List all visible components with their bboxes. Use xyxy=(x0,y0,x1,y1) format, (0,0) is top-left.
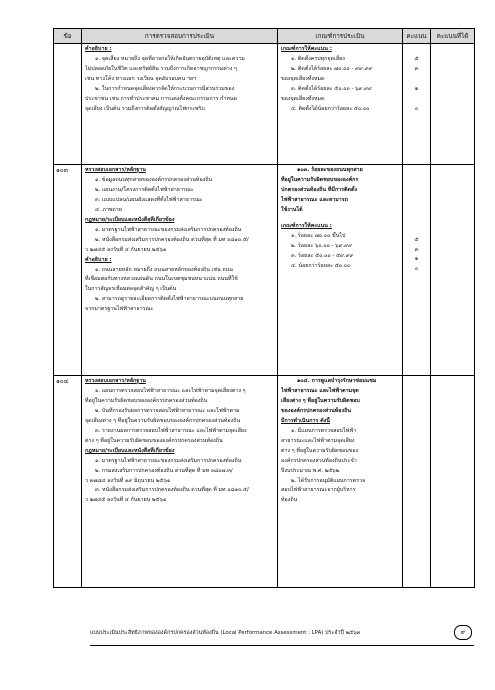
score-value: ๓ xyxy=(414,65,419,72)
item-number-cell: ๑๐๔ xyxy=(54,376,82,588)
criteria-line: ปีงบประมาณ พ.ศ. ๒๕๖๒ xyxy=(281,467,340,474)
review-cell xyxy=(82,376,278,588)
review-line: ๒. หนังสือกรมส่งเสริมการปกครองท้องถิ่น ด่วนที่สุด ที่ มท ๐๘๑๐.๕/ xyxy=(95,236,249,243)
criteria-line: เกณฑ์การให้คะแนน : xyxy=(281,222,332,229)
review-line: ๑. แผนการตรวจสอบไฟฟ้าสาธารณะ และไฟฟ้าตามจุดเสี่ยงต่าง ๆ xyxy=(95,387,246,394)
score-value xyxy=(403,206,430,216)
header-score-obtained: คะแนนที่ได้ xyxy=(431,29,475,44)
review-line: ๒. สามารถดูรายละเอียดการติดตั้งไฟฟ้าสาธารณะบนถนนทุกสาย xyxy=(95,296,244,303)
footer-rule xyxy=(90,645,474,646)
score-value: ๑ xyxy=(414,85,419,92)
review-cell xyxy=(82,44,278,165)
evaluation-table xyxy=(53,28,475,588)
review-line: ๑. จุดเสี่ยง หมายถึง จุดที่อาจก่อให้เกิดอันตรายอุบัติเหตุ และความ xyxy=(95,55,245,62)
review-line: คำอธิบาย : xyxy=(85,46,112,52)
score-obtained-cell xyxy=(431,376,475,588)
review-line: ๒. กรมส่งเสริมการปกครองท้องถิ่น ด่วนที่สุด ที่ มท ๐๘๐๗.๓/ xyxy=(95,467,233,474)
score-obtained-cell xyxy=(431,165,475,376)
review-line: จุดเสี่ยง เป็นต้น รวมถึงการติดตั้งสัญญาณไฟกระพริบ xyxy=(85,105,205,112)
table-row xyxy=(54,165,475,376)
score-obtained-cell xyxy=(431,44,475,165)
review-line: ๒. แผนงาน/โครงการติดตั้งไฟฟ้าสาธารณะ xyxy=(95,186,194,193)
criteria-line: ๑๐๓. ร้อยละของถนนทุกสาย xyxy=(297,167,363,173)
review-line: ๑. มาตรฐานไฟฟ้าสาธารณะของกรมส่งเสริมการปกครองท้องถิ่น xyxy=(95,457,242,464)
criteria-line: ปกครองส่วนท้องถิ่น ที่มีการติดตั้ง xyxy=(281,186,358,193)
review-line: จุดเสี่ยงต่าง ๆ ที่อยู่ในความรับผิดชอบขององค์กรปกครองส่วนท้องถิ่น xyxy=(85,417,241,424)
criteria-line: เสี่ยงต่าง ๆ ที่อยู่ในความรับผิดชอบ xyxy=(281,397,360,404)
review-line: ประชาชน เช่น การทำประชาคม การแต่งตั้งคณะกรรมการ กำหนด xyxy=(85,95,238,102)
criteria-line: ๑. มีแผนการตรวจสอบไฟฟ้า xyxy=(291,427,357,434)
review-line: ไม่ปลอดภัยในชีวิต และทรัพย์สิน รวมถึงการเกิดอาชญากรรมต่าง ๆ xyxy=(85,65,237,72)
table-row xyxy=(54,376,475,588)
review-line: หรวงสอบเอกสาร/หลักฐาน xyxy=(85,378,146,384)
criteria-cell xyxy=(278,165,403,376)
criteria-line: ที่อยู่ในความรับผิดชอบขององค์กร xyxy=(281,176,359,183)
review-line: ที่เชื่อมต่อกับทางหลวงแผ่นดิน ถนนในเขตชุมชนหนาแน่น ถนนที่ใช้ xyxy=(85,276,238,283)
review-line: จากมาตรฐานไฟฟ้าสาธารณะ xyxy=(85,306,154,313)
review-line: ๑. มาตรฐานไฟฟ้าสาธารณะของกรมส่งเสริมการปกครองท้องถิ่น xyxy=(95,226,242,233)
review-line: ต่าง ๆ ที่อยู่ในความรับผิดชอบขององค์กรปกครองส่วนท้องถิ่น xyxy=(85,437,223,444)
review-line: เช่น ทางโค้ง ทางแยก วงเวียน จุดอับรอบคน ฯลฯ xyxy=(85,75,197,82)
criteria-line: ๔. ติดตั้งได้น้อยกว่าร้อยละ ๕๐.๐๐ xyxy=(291,105,370,112)
criteria-line: ๑. ร้อยละ ๗๐.๐๐ ขึ้นไป xyxy=(291,232,346,239)
criteria-line: ๓. ติดตั้งได้ร้อยละ ๕๐.๐๐ - ๖๙.๙๙ xyxy=(291,85,372,92)
header-item-no: ข้อ xyxy=(54,29,82,44)
criteria-line: ต่าง ๆ ที่อยู่ในความรับผิดชอบของ xyxy=(281,447,359,454)
review-line: ๓. หนังสือกรมส่งเสริมการปกครองท้องถิ่น ด่วนที่สุด ที่ มท ๐๘๑๐.๕/ xyxy=(95,487,249,494)
review-cell xyxy=(82,165,278,376)
score-value: ๕ xyxy=(414,55,419,62)
score-value: ๕ xyxy=(414,236,419,243)
table-row xyxy=(54,44,475,165)
header-criteria: เกณฑ์การประเมิน xyxy=(278,29,403,44)
criteria-line: สอบไฟฟ้าสาธารณะจากผู้บริหาร xyxy=(281,487,356,494)
criteria-line: ไฟฟ้าสาธารณะ และไฟฟ้าตามจุด xyxy=(281,387,359,394)
criteria-line: ท้องถิ่น xyxy=(281,497,298,504)
score-cell xyxy=(403,376,431,588)
score-value xyxy=(403,45,430,55)
review-line: ๑. ข้อมูลถนนทุกสายขององค์กรปกครองส่วนท้องถิ่น xyxy=(95,176,213,183)
criteria-line: เกณฑ์การให้คะแนน : xyxy=(281,46,332,52)
criteria-line: ๑๐๔. การดูแลบำรุงรักษาซ่อมแซม xyxy=(297,378,377,384)
review-line: ที่อยู่ในความรับผิดชอบขององค์กรปกครองส่วนท้องถิ่น xyxy=(85,397,208,404)
review-line: คำอธิบาย : xyxy=(85,256,112,263)
review-line: ในการสัญจรเชื่อมต่อจุดสำคัญ ๆ เป็นต้น xyxy=(85,286,177,293)
header-review: การตรวจสอบการประเมิน xyxy=(82,29,278,44)
page-footer xyxy=(90,626,474,640)
criteria-line: ๒. ได้รับการอนุมัติแผนการตรวจ xyxy=(291,477,366,484)
score-value xyxy=(403,186,430,196)
criteria-line: ของจุดเสี่ยงทั้งหมด xyxy=(281,75,325,82)
review-line: ว ๓๗๘๔ ลงวันที่ ๑๙ มิถุนายน ๒๕๖๑ xyxy=(85,477,171,484)
criteria-cell xyxy=(278,376,403,588)
criteria-line: ๑. ติดตั้งครบทุกจุดเสี่ยง xyxy=(291,55,345,62)
review-line: หรวงสอบเอกสาร/หลักฐาน xyxy=(85,167,146,173)
score-value: ๓ xyxy=(414,246,419,253)
criteria-line: ใช้งานได้ xyxy=(281,206,303,213)
criteria-line: ๒. ติดตั้งได้ร้อยละ ๗๐.๐๐ - ๙๙.๙๙ xyxy=(291,65,373,72)
header-score: คะแนน xyxy=(403,29,431,44)
review-line: ว ๒๗๔๕ ลงวันที่ ๔ กันยายน ๒๕๖๑ xyxy=(85,246,167,253)
score-cell xyxy=(403,165,431,376)
criteria-line: ๔. น้อยกว่าร้อยละ ๕๐.๐๐ xyxy=(291,262,351,269)
review-line: ๒. บันทึกรองรับผลการตรวจสอบไฟฟ้าสาธารณะ และไฟฟ้าตาม xyxy=(95,407,240,414)
review-line: กฎหมาย/ระเบียบและหนังสือที่เกี่ยวข้อง xyxy=(85,216,175,223)
footer-text: แบบประเมินประสิทธิภาพขององค์กรปกครองส่วนท้องถิ่น (Local Performance Assessment : LPA) ประจำปี ๒๕๖๓ xyxy=(90,630,361,636)
review-line: ๑. ถนนสายหลัก หมายถึง ถนนสายหลักของท้องถิ่น เช่น ถนน xyxy=(95,266,233,273)
criteria-line: ไฟฟ้าสาธารณะ และสามารถ xyxy=(281,196,348,203)
score-value xyxy=(403,166,430,176)
table-header-row xyxy=(54,29,475,44)
review-line: ๔. ภาพถ่าย xyxy=(95,206,122,213)
page-number: ๙ xyxy=(454,625,472,640)
criteria-line: ของจุดเสี่ยงทั้งหมด xyxy=(281,95,325,102)
score-value xyxy=(403,216,430,226)
item-number-cell xyxy=(54,44,82,165)
criteria-line: องค์กรปกครองส่วนท้องถิ่นประจำ xyxy=(281,457,357,464)
criteria-line: สาธารณะและไฟฟ้าตามจุดเสี่ยง xyxy=(281,437,355,444)
criteria-cell xyxy=(278,44,403,165)
score-value xyxy=(403,226,430,236)
score-value: ๐ xyxy=(414,266,419,273)
score-value: ๐ xyxy=(414,105,419,112)
review-line: ๒. ในการกำหนดจุดเสี่ยงควรจัดให้กระบวนการมีส่วนร่วมของ xyxy=(95,85,235,92)
score-value xyxy=(403,95,430,105)
score-value: ๑ xyxy=(414,256,419,263)
item-number-cell: ๑๐๓ xyxy=(54,165,82,376)
review-line: ว ๒๗๔๕ ลงวันที่ ๔ กันยายน ๒๕๖๑ xyxy=(85,497,167,504)
review-line: ๓. รายงานผลการตรวจสอบไฟฟ้าสาธารณะ และไฟฟ้าตามจุดเสี่ยง xyxy=(95,427,247,434)
score-value xyxy=(403,196,430,206)
review-line: กฎหมาย/ระเบียบและหนังสือที่เกี่ยวข้อง xyxy=(85,447,175,454)
criteria-line: ขององค์กรปกครองส่วนท้องถิ่น xyxy=(281,407,352,414)
criteria-line: ๓. ร้อยละ ๕๐.๐๐ - ๕๙.๙๙ xyxy=(291,252,354,259)
criteria-line: ๒. ร้อยละ ๖๐.๐๐ - ๖๙.๙๙ xyxy=(291,242,353,249)
criteria-line: มีการดำเนินการ ดังนี้ xyxy=(281,417,330,424)
review-line: ๓. แบบแปลน/แผนผังแสดงที่ตั้งไฟฟ้าสาธารณะ xyxy=(95,196,203,203)
score-value xyxy=(403,75,430,85)
score-cell xyxy=(403,44,431,165)
score-value xyxy=(403,176,430,186)
